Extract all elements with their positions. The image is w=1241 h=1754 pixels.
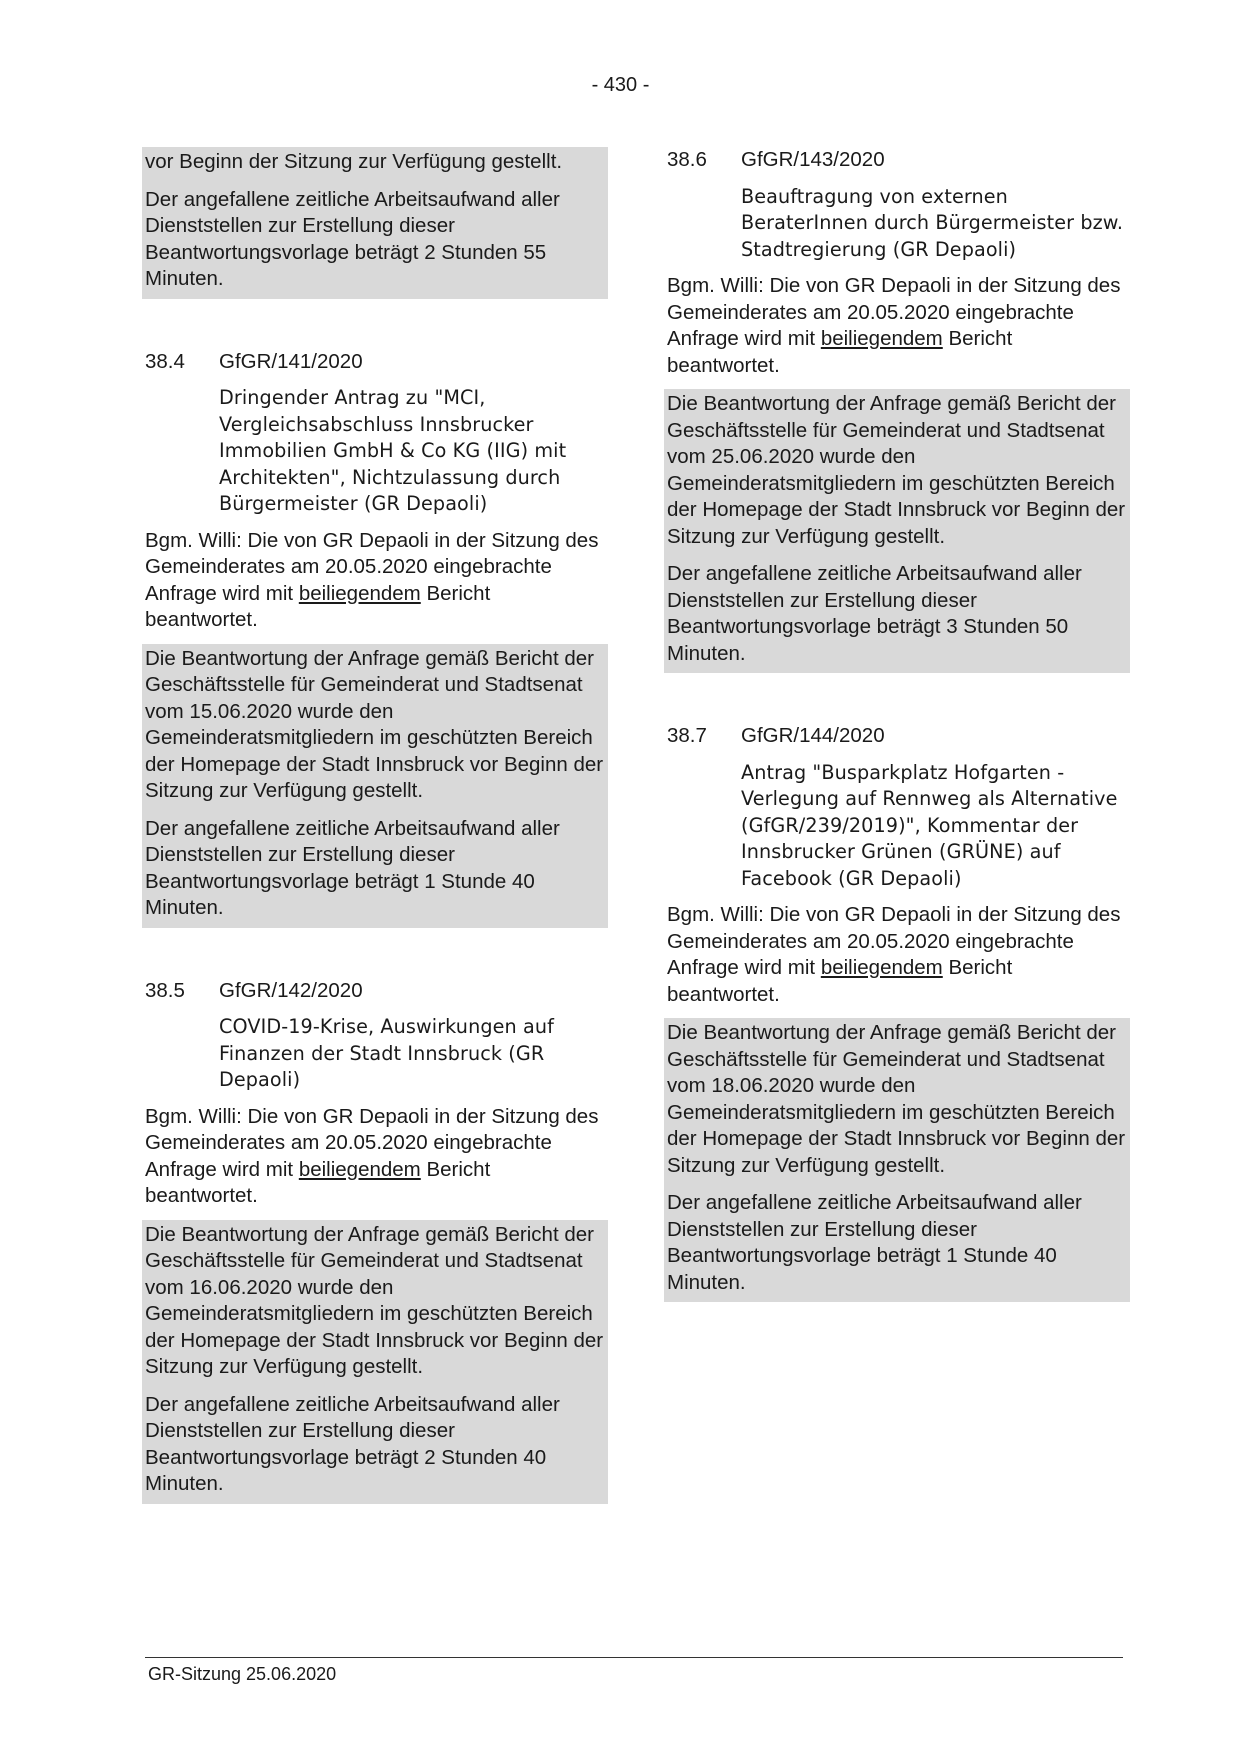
item-header: [145, 978, 605, 1005]
item-answer: [667, 273, 1127, 379]
shaded-text: Die Beantwortung der Anfrage gemäß Bericht der Geschäftsstelle für Gemeinderat und Stadtsenat vom 15.06.2020 wurde den Gemeinderatsmitgliedern im geschützten Bereich der Homepage der Stadt Innsbruck vor Beginn der Sitzung zur Verfügung gestellt.: [145, 646, 604, 802]
answer-text-end: Bericht beantwortet.: [145, 581, 491, 631]
left-column: [145, 147, 605, 1504]
item-number: 38.7: [667, 724, 707, 747]
shaded-text: vor Beginn der Sitzung zur Verfügung gestellt.: [145, 150, 563, 173]
answer-underlined-word: beiliegendem: [298, 1157, 421, 1181]
item-answer: [145, 1104, 605, 1210]
item-number: 38.6: [667, 148, 707, 171]
item-subject: Beauftragung von externen BeraterInnen durch Bürgermeister bzw. Stadtregierung (GR Depaoli): [741, 184, 1124, 261]
shaded-text: Der angefallene zeitliche Arbeitsaufwand aller Dienststellen zur Erstellung dieser Beantwortungsvorlage beträgt 2 Stunden 55 Minuten.: [145, 187, 560, 290]
item-code: GfGR/144/2020: [741, 724, 885, 747]
answer-text-end: Bericht beantwortet.: [145, 1157, 491, 1207]
answer-underlined-word: beiliegendem: [298, 581, 421, 605]
shaded-text: Der angefallene zeitliche Arbeitsaufwand aller Dienststellen zur Erstellung dieser Beantwortungsvorlage beträgt 1 Stunde 40 Minuten.: [667, 1191, 1082, 1294]
item-answer: [145, 528, 605, 634]
item-subject: Antrag "Busparkplatz Hofgarten - Verlegung auf Rennweg als Alternative (GfGR/239/2019)", Kommentar der Innsbrucker Grünen (GRÜNE) auf Facebook (GR Depaoli): [741, 760, 1118, 890]
item-number: 38.5: [145, 978, 185, 1002]
item-header: [145, 349, 605, 376]
item-code: GfGR/143/2020: [741, 148, 885, 171]
item-subject: COVID-19-Krise, Auswirkungen auf Finanzen der Stadt Innsbruck (GR Depaoli): [219, 1015, 554, 1091]
answer-text: Bgm. Willi: Die von GR Depaoli in der Sitzung des Gemeinderates am 20.05.2020 eingebrachte Anfrage wird mit: [667, 903, 1121, 979]
item-shaded-block: [664, 389, 1130, 673]
item-code: GfGR/141/2020: [219, 349, 363, 373]
footer-text: GR-Sitzung 25.06.2020: [148, 1664, 337, 1684]
answer-text-end: Bericht beantwortet.: [667, 956, 1013, 1006]
continued-shaded-block: [142, 147, 608, 299]
shaded-text: Der angefallene zeitliche Arbeitsaufwand aller Dienststellen zur Erstellung dieser Beantwortungsvorlage beträgt 2 Stunden 40 Minuten.: [145, 1392, 560, 1495]
shaded-text: Die Beantwortung der Anfrage gemäß Bericht der Geschäftsstelle für Gemeinderat und Stadtsenat vom 18.06.2020 wurde den Gemeinderatsmitgliedern im geschützten Bereich der Homepage der Stadt Innsbruck vor Beginn der Sitzung zur Verfügung gestellt.: [667, 1021, 1126, 1177]
item-header: [667, 147, 1127, 174]
right-column: [667, 147, 1127, 1302]
item-subject: Dringender Antrag zu "MCI, Vergleichsabschluss Innsbrucker Immobilien GmbH & Co KG (IIG) mit Architekten", Nichtzulassung durch Bürgermeister (GR Depaoli): [219, 386, 567, 515]
item-answer: [667, 902, 1127, 1008]
answer-underlined-word: beiliegendem: [820, 327, 943, 350]
page-number: - 430 -: [591, 74, 650, 96]
agenda-item-38-5: [145, 978, 605, 1504]
item-number: 38.4: [145, 349, 185, 373]
footer-divider: [145, 1657, 1123, 1658]
agenda-item-38-6: [667, 147, 1127, 673]
agenda-item-38-7: [667, 723, 1127, 1302]
shaded-text: Der angefallene zeitliche Arbeitsaufwand aller Dienststellen zur Erstellung dieser Beantwortungsvorlage beträgt 3 Stunden 50 Minuten.: [667, 562, 1082, 665]
shaded-text: Die Beantwortung der Anfrage gemäß Bericht der Geschäftsstelle für Gemeinderat und Stadtsenat vom 25.06.2020 wurde den Gemeinderatsmitgliedern im geschützten Bereich der Homepage der Stadt Innsbruck vor Beginn der Sitzung zur Verfügung gestellt.: [667, 392, 1126, 548]
item-shaded-block: [142, 1220, 608, 1504]
answer-text: Bgm. Willi: Die von GR Depaoli in der Sitzung des Gemeinderates am 20.05.2020 eingebrachte Anfrage wird mit: [145, 528, 599, 605]
answer-text: Bgm. Willi: Die von GR Depaoli in der Sitzung des Gemeinderates am 20.05.2020 eingebrachte Anfrage wird mit: [667, 274, 1121, 350]
answer-text-end: Bericht beantwortet.: [667, 327, 1013, 377]
agenda-item-38-4: [145, 349, 605, 928]
shaded-text: Die Beantwortung der Anfrage gemäß Bericht der Geschäftsstelle für Gemeinderat und Stadtsenat vom 16.06.2020 wurde den Gemeinderatsmitgliedern im geschützten Bereich der Homepage der Stadt Innsbruck vor Beginn der Sitzung zur Verfügung gestellt.: [145, 1222, 604, 1378]
answer-underlined-word: beiliegendem: [820, 956, 943, 979]
item-shaded-block: [664, 1018, 1130, 1302]
answer-text: Bgm. Willi: Die von GR Depaoli in der Sitzung des Gemeinderates am 20.05.2020 eingebrachte Anfrage wird mit: [145, 1104, 599, 1181]
item-shaded-block: [142, 644, 608, 928]
item-header: [667, 723, 1127, 750]
shaded-text: Der angefallene zeitliche Arbeitsaufwand aller Dienststellen zur Erstellung dieser Beantwortungsvorlage beträgt 1 Stunde 40 Minuten.: [145, 816, 560, 919]
item-code: GfGR/142/2020: [219, 978, 363, 1002]
